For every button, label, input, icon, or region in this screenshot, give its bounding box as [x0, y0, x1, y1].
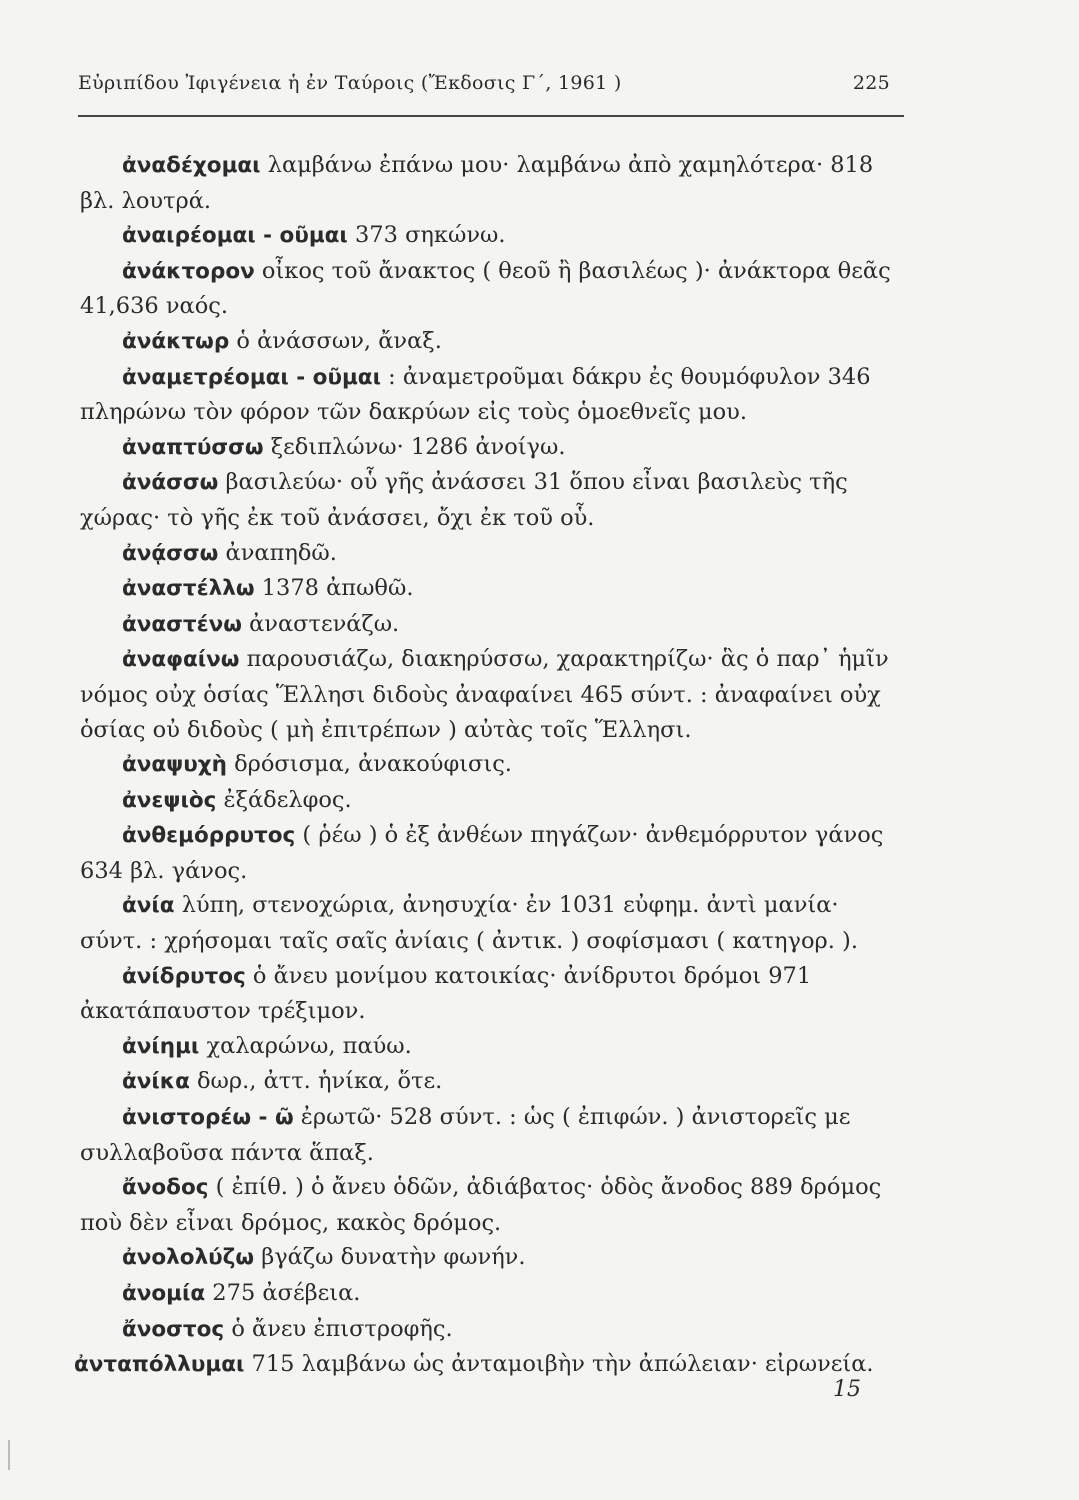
entry-lemma: ἀνία: [122, 893, 175, 919]
entry-lemma: ἀναιρέομαι - οῦμαι: [122, 223, 348, 249]
glossary-entry: [80, 430, 900, 466]
entry-definition: 373 σηκώνω.: [347, 222, 506, 249]
entry-lemma: ἀναμετρέομαι - οῦμαι: [122, 364, 381, 390]
entry-definition: 275 ἀσέβεια.: [205, 1280, 361, 1306]
entry-lemma: ἀναπτύσσω: [122, 434, 264, 460]
entry-definition: ὁ ἄνευ μονίμου κατοικίας· ἀνίδρυτοι δρόμοι 971 ἀκατάπαυστον τρέξιμον.: [80, 962, 812, 1025]
glossary-entry: [80, 1064, 900, 1100]
entry-definition: ἀναπηδῶ.: [218, 539, 337, 566]
glossary-entry: [80, 959, 900, 1029]
glossary-entry: [80, 1029, 900, 1065]
glossary-entry: [80, 818, 900, 888]
entry-definition: : ἀναμετροῦμαι δάκρυ ἐς θουμόφυλον 346 πληρώνω τὸν φόρον τῶν δακρύων εἰς τοὺς ὁμοεθνεῖς μου.: [80, 363, 871, 426]
entry-definition: βγάζω δυνατὴν φωνήν.: [254, 1244, 526, 1271]
glossary-entry: [80, 607, 900, 643]
glossary-entry: [80, 571, 900, 607]
entry-definition: ἐρωτῶ· 528 σύντ. : ὡς ( ἐπιφών. ) ἀνιστορεῖς με συλλαβοῦσα πάντα ἅπαξ.: [80, 1104, 851, 1166]
glossary-entry: [80, 148, 900, 218]
entry-definition: ὁ ἄνευ ἐπιστροφῆς.: [224, 1315, 453, 1342]
margin-mark: [8, 1440, 10, 1470]
entry-definition: ἀναστενάζω.: [241, 610, 400, 637]
entry-lemma: ἀνολολύζω: [122, 1245, 255, 1271]
entry-lemma: ἀναψυχὴ: [122, 752, 227, 778]
entry-lemma: ἀνίκα: [122, 1069, 190, 1095]
entry-lemma: ἀναδέχομαι: [122, 153, 261, 178]
entry-definition: ( ἐπίθ. ) ὁ ἄνευ ὁδῶν, ἀδιάβατος· ὁδὸς ἄνοδος 889 δρόμος ποὺ δὲν εἶναι δρόμος, κακὸς δρόμος.: [80, 1174, 882, 1236]
entry-lemma: ἀναφαίνω: [122, 647, 240, 673]
glossary-entry: [80, 783, 900, 819]
entry-definition: χαλαρώνω, παύω.: [199, 1032, 412, 1059]
running-title: Εὐριπίδου Ἰφιγένεια ἡ ἐν Ταύροις (Ἔκδοσις Γ΄, 1961 ): [78, 72, 622, 94]
entry-definition: δωρ., ἀττ. ἡνίκα, ὅτε.: [189, 1068, 443, 1095]
entry-lemma: ἀνᾴσσω: [122, 540, 219, 566]
entry-lemma: ἀνταπόλλυμαι: [74, 1352, 245, 1378]
glossary-entry: [74, 1347, 900, 1383]
glossary-entry: [80, 1100, 900, 1170]
entry-lemma: ἀνάσσω: [122, 470, 219, 496]
entry-definition: 715 λαμβάνω ὡς ἀνταμοιβὴν τὴν ἀπώλειαν· εἰρωνεία.: [244, 1351, 874, 1378]
glossary-entry: [80, 888, 900, 958]
glossary-entry: [80, 218, 900, 254]
glossary-body: [74, 148, 900, 1383]
entry-definition: λύπη, στενοχώρια, ἀνησυχία· ἐν 1031 εὐφημ. ἀντὶ μανία· σύντ. : χρήσομαι ταῖς σαῖς ἀνίαις ( ἀντικ. ) σοφίσμασι ( κατηγορ. ).: [80, 892, 858, 955]
entry-definition: 1378 ἀπωθῶ.: [254, 575, 414, 602]
entry-definition: δρόσισμα, ἀνακούφισις.: [226, 751, 512, 778]
entry-definition: ὁ ἀνάσσων, ἄναξ.: [229, 327, 442, 354]
entry-lemma: ἀνεψιὸς: [122, 787, 217, 813]
entry-definition: βασιλεύω· οὗ γῆς ἀνάσσει 31 ὅπου εἶναι βασιλεὺς τῆς χώρας· τὸ γῆς ἐκ τοῦ ἀνάσσει, ὄχι ἐκ τοῦ οὗ.: [80, 469, 848, 531]
entry-definition: οἶκος τοῦ ἄνακτος ( θεοῦ ἢ βασιλέως )· ἀνάκτορα θεᾶς 41,636 ναός.: [80, 257, 891, 320]
entry-definition: ξεδιπλώνω· 1286 ἀνοίγω.: [263, 433, 566, 460]
glossary-entry: [80, 1240, 900, 1276]
page-number: 225: [852, 72, 890, 94]
entry-lemma: ἀνάκτορον: [122, 258, 255, 284]
entry-definition: λαμβάνω ἐπάνω μου· λαμβάνω ἀπὸ χαμηλότερα· 818 βλ. λουτρά.: [80, 152, 874, 214]
running-header: [78, 72, 904, 94]
glossary-entry: [80, 1276, 900, 1312]
glossary-entry: [80, 465, 900, 535]
glossary-entry: [80, 324, 900, 360]
entry-definition: παρουσιάζω, διακηρύσσω, χαρακτηρίζω· ἃς ὁ παρ᾽ ἡμῖν νόμος οὐχ ὁσίας Ἕλλησι διδοὺς ἀναφαίνει 465 σύντ. : ἀναφαίνει οὐχ ὁσίας οὐ διδοὺς ( μὴ ἐπιτρέπων ) αὐτὰς τοῖς Ἕλλησι.: [80, 646, 889, 743]
glossary-entry: [80, 1170, 900, 1240]
entry-lemma: ἀνομία: [122, 1281, 206, 1306]
header-rule: [78, 115, 904, 117]
glossary-entry: [80, 1312, 900, 1348]
glossary-entry: [80, 536, 900, 572]
glossary-entry: [80, 254, 900, 324]
entry-definition: ἐξάδελφος.: [216, 786, 352, 813]
entry-lemma: ἀναστέλλω: [122, 576, 255, 602]
signature-mark: 15: [833, 1377, 861, 1402]
entry-lemma: ἀνθεμόρρυτος: [122, 823, 296, 849]
entry-lemma: ἀνίημι: [122, 1033, 200, 1059]
glossary-entry: [80, 747, 900, 783]
entry-lemma: ἄνοδος: [122, 1175, 209, 1201]
entry-lemma: ἀνίδρυτος: [122, 963, 246, 989]
entry-definition: ( ῥέω ) ὁ ἐξ ἀνθέων πηγάζων· ἀνθεμόρρυτον γάνος 634 βλ. γάνος.: [80, 822, 884, 884]
glossary-entry: [80, 642, 900, 747]
entry-lemma: ἄνοστος: [122, 1316, 225, 1342]
entry-lemma: ἀναστένω: [122, 611, 242, 637]
entry-lemma: ἀνιστορέω - ῶ: [122, 1105, 294, 1131]
glossary-entry: [80, 360, 900, 430]
entry-lemma: ἀνάκτωρ: [122, 328, 230, 354]
